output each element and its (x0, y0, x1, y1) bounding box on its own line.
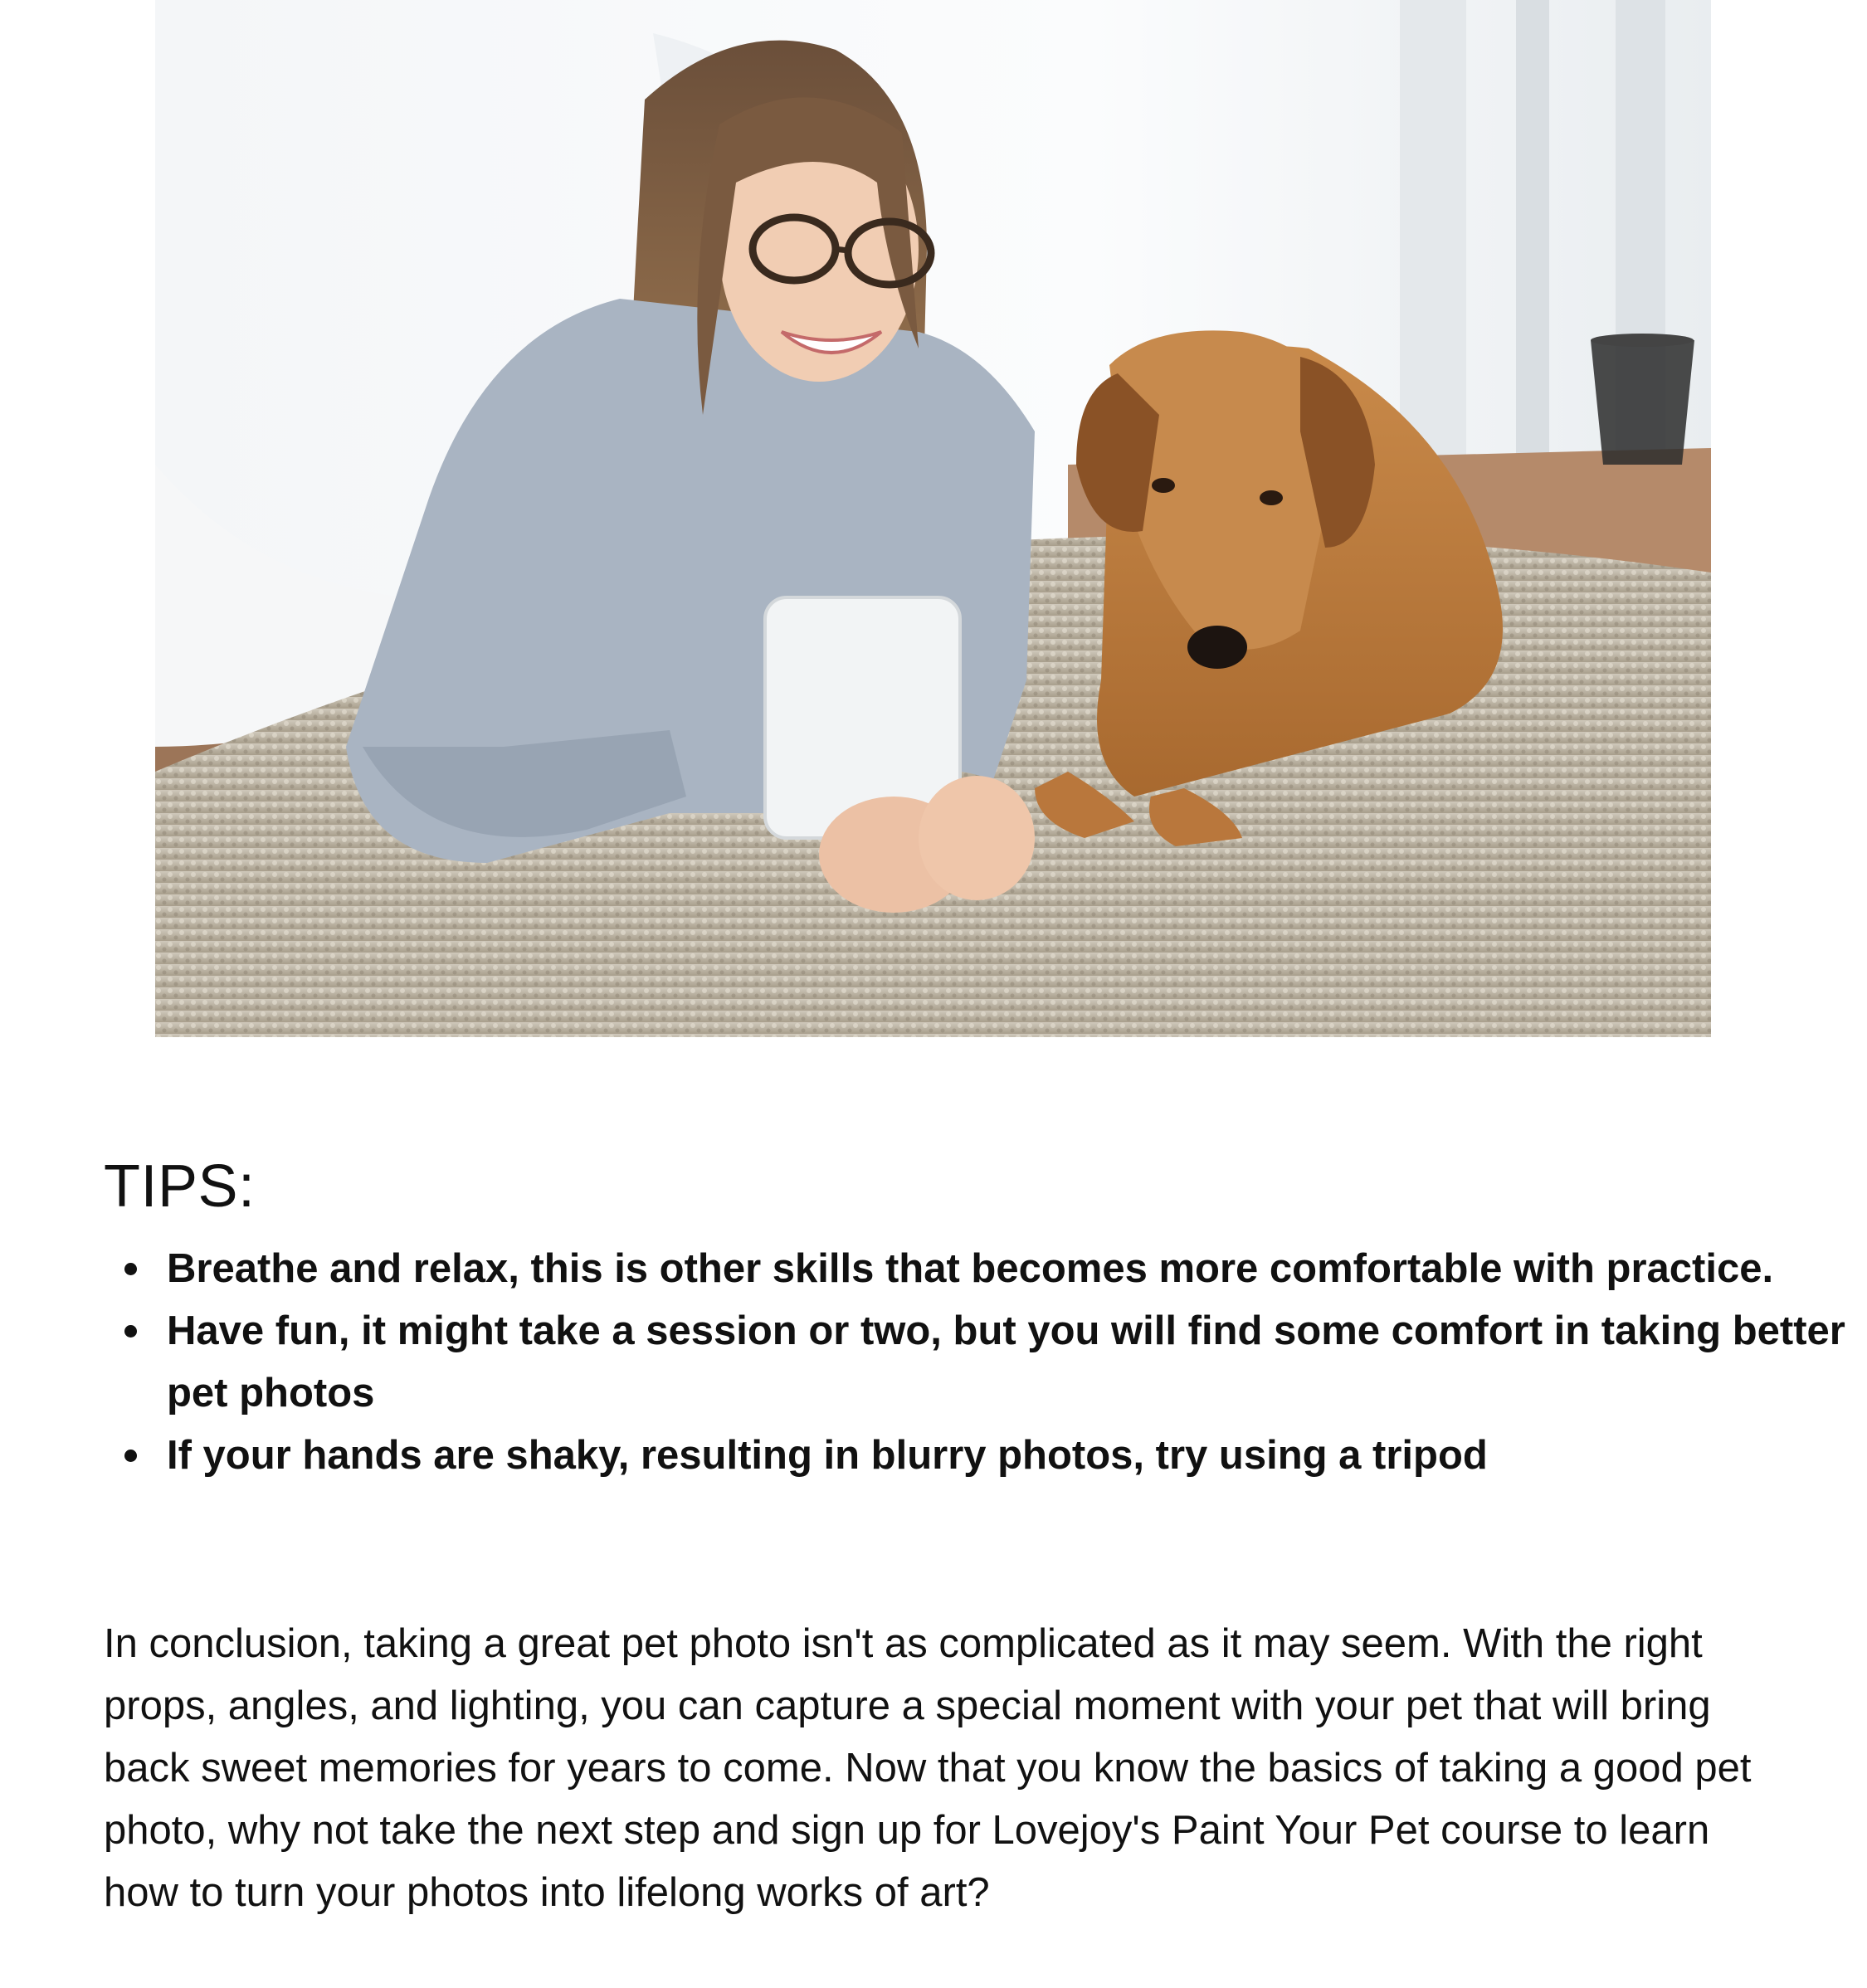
woman-and-dog-illustration (155, 0, 1711, 1037)
tips-list-item (167, 1425, 1851, 1487)
conclusion-paragraph: In conclusion, taking a great pet photo isn't as complicated as it may seem. With the right props, angles, and lighting, you can capture a special moment with your pet that will bring back sweet memories for years to come. Now that you know the basics of taking a good pet photo, why not take the next step and sign up for Lovejoy's Paint Your Pet course to learn how to turn your photos into lifelong works of art? (104, 1621, 1752, 1915)
bullet-icon (124, 1263, 137, 1275)
tip-text: Have fun, it might take a session or two, but you will find some comfort in taking better pet photos (167, 1308, 1845, 1415)
bullet-icon (124, 1325, 137, 1338)
tips-list-item (167, 1300, 1851, 1425)
tips-list-item (167, 1238, 1851, 1300)
bullet-icon (124, 1450, 137, 1462)
hero-photo (155, 0, 1711, 1037)
tips-heading: TIPS: (104, 1153, 256, 1220)
tips-list (104, 1238, 1851, 1487)
tip-text: Breathe and relax, this is other skills that becomes more comfortable with practice. (167, 1246, 1774, 1291)
tip-text: If your hands are shaky, resulting in blurry photos, try using a tripod (167, 1433, 1488, 1478)
